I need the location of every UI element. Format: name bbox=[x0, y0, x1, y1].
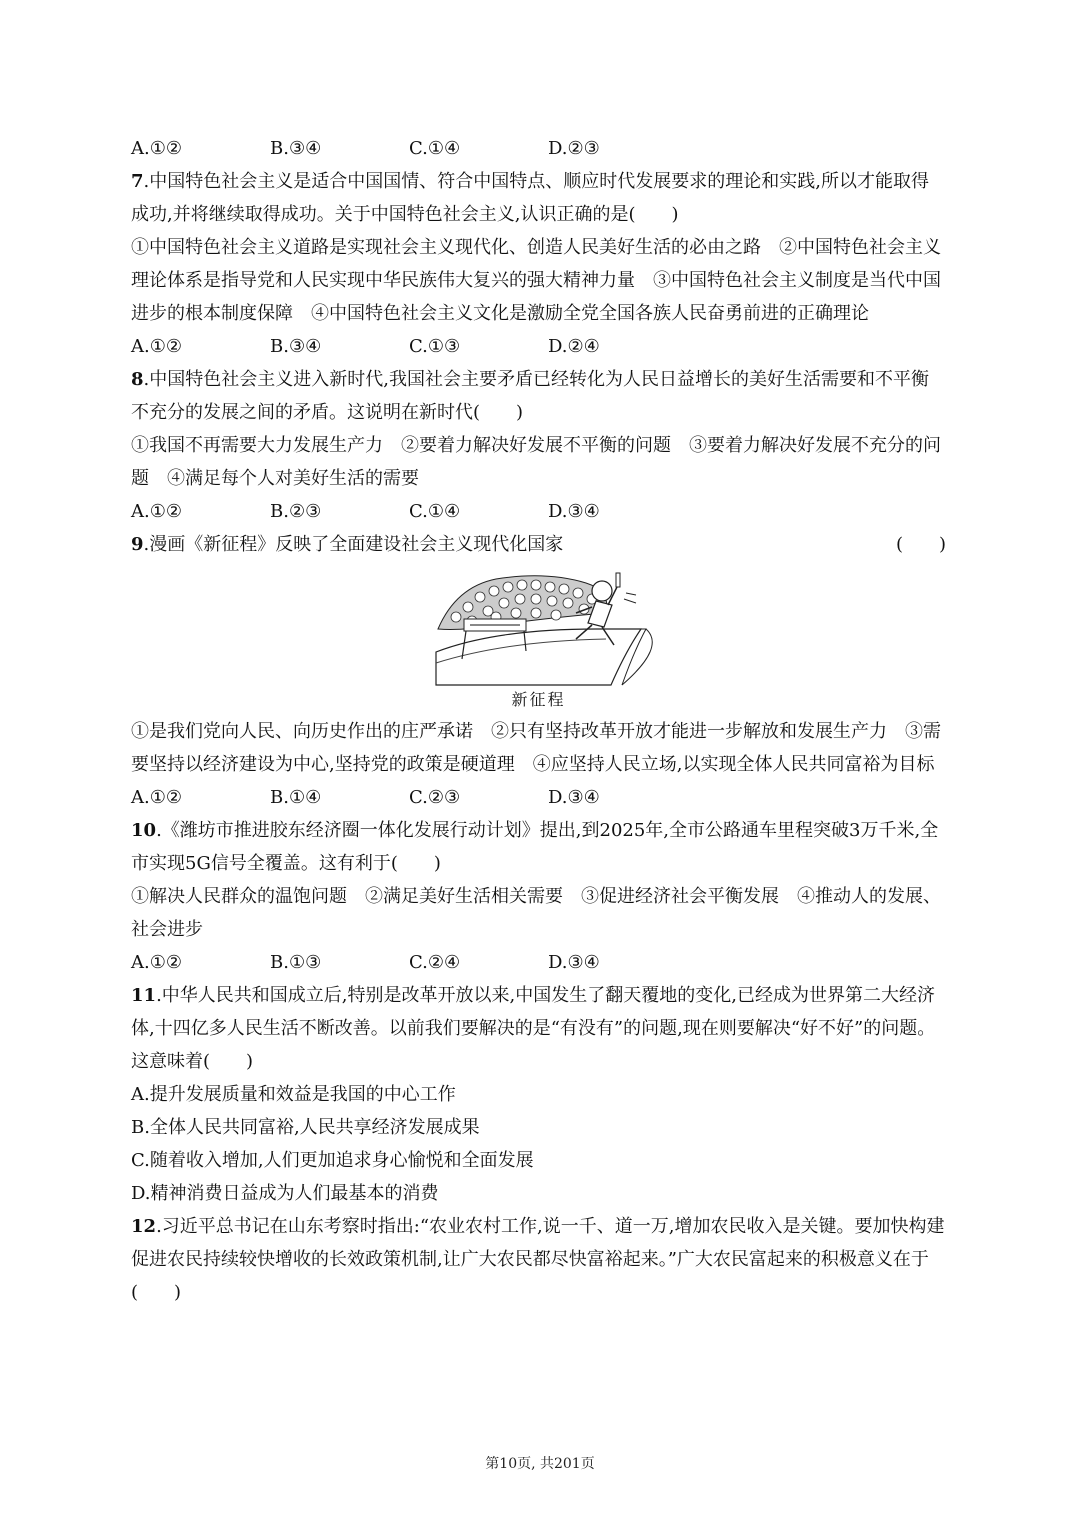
q6-option-b: B.③④ bbox=[270, 138, 322, 159]
q12-number: 12 bbox=[131, 1216, 157, 1237]
q11-number: 11 bbox=[131, 985, 157, 1006]
q9-answer-bracket: ( ) bbox=[895, 534, 946, 555]
q7-option-c: C.①③ bbox=[409, 336, 461, 357]
cartoon-image bbox=[131, 567, 946, 687]
q9-stem bbox=[131, 528, 946, 561]
q9-option-b: B.①④ bbox=[270, 787, 322, 808]
q10-option-a: A.①② bbox=[131, 952, 182, 973]
q6-options bbox=[131, 132, 946, 165]
q10-option-d: D.③④ bbox=[548, 952, 600, 973]
q8-number: 8 bbox=[131, 369, 144, 390]
q9-stem-text: .漫画《新征程》反映了全面建设社会主义现代化国家 bbox=[143, 534, 564, 555]
cartoon-illustration bbox=[131, 567, 946, 687]
q8-option-c: C.①④ bbox=[409, 501, 461, 522]
q10-number: 10 bbox=[131, 820, 157, 841]
q10-option-c: C.②④ bbox=[409, 952, 461, 973]
q11-choice-c: C.随着收入增加,人们更加追求身心愉悦和全面发展 bbox=[131, 1150, 534, 1171]
question-content bbox=[131, 132, 946, 1309]
q9-option-c: C.②③ bbox=[409, 787, 461, 808]
cartoon-caption: 新征程 bbox=[511, 690, 566, 709]
q7-option-b: B.③④ bbox=[270, 336, 322, 357]
q11-choice-b: B.全体人民共同富裕,人民共享经济发展成果 bbox=[131, 1117, 480, 1138]
q8-options bbox=[131, 495, 946, 528]
q8-option-d: D.③④ bbox=[548, 501, 600, 522]
q7-stem bbox=[131, 165, 946, 231]
q8-option-b: B.②③ bbox=[270, 501, 322, 522]
q7-number: 7 bbox=[131, 171, 144, 192]
q10-statements: ①解决人民群众的温饱问题 ②满足美好生活相关需要 ③促进经济社会平衡发展 ④推动人的发展、社会进步 bbox=[131, 886, 941, 940]
q12-stem-text: .习近平总书记在山东考察时指出:“农业农村工作,说一千、道一万,增加农民收入是关键。要加快构建促进农民持续较快增收的长效政策机制,让广大农民都尽快富裕起来。”广大农民富起来的积极意义在于( ) bbox=[131, 1216, 945, 1303]
q11-stem bbox=[131, 979, 946, 1078]
q7-stem-text: .中国特色社会主义是适合中国国情、符合中国特点、顺应时代发展要求的理论和实践,所以才能取得成功,并将继续取得成功。关于中国特色社会主义,认识正确的是( ) bbox=[131, 171, 929, 225]
q7-statements: ①中国特色社会主义道路是实现社会主义现代化、创造人民美好生活的必由之路 ②中国特色社会主义理论体系是指导党和人民实现中华民族伟大复兴的强大精神力量 ③中国特色社会主义制度是当代中国进步的根本制度保障 ④中国特色社会主义文化是激励全党全国各族人民奋勇前进的正确理论 bbox=[131, 237, 941, 324]
q8-stem bbox=[131, 363, 946, 429]
q8-statements: ①我国不再需要大力发展生产力 ②要着力解决好发展不平衡的问题 ③要着力解决好发展不充分的问题 ④满足每个人对美好生活的需要 bbox=[131, 435, 941, 489]
q6-option-d: D.②③ bbox=[548, 138, 600, 159]
q6-option-c: C.①④ bbox=[409, 138, 461, 159]
q11-stem-text: .中华人民共和国成立后,特别是改革开放以来,中国发生了翻天覆地的变化,已经成为世界第二大经济体,十四亿多人民生活不断改善。以前我们要解决的是“有没有”的问题,现在则要解决“好不好”的问题。这意味着( ) bbox=[131, 985, 936, 1072]
q9-number: 9 bbox=[131, 534, 144, 555]
q11-choice-a: A.提升发展质量和效益是我国的中心工作 bbox=[131, 1084, 456, 1105]
q10-stem-text: .《潍坊市推进胶东经济圈一体化发展行动计划》提出,到2025年,全市公路通车里程突破3万千米,全市实现5G信号全覆盖。这有利于( ) bbox=[131, 820, 939, 874]
q10-option-b: B.①③ bbox=[270, 952, 322, 973]
q9-option-a: A.①② bbox=[131, 787, 182, 808]
page-footer: 第10页, 共201页 bbox=[485, 1456, 595, 1472]
q9-statements: ①是我们党向人民、向历史作出的庄严承诺 ②只有坚持改革开放才能进一步解放和发展生产力 ③需要坚持以经济建设为中心,坚持党的政策是硬道理 ④应坚持人民立场,以实现全体人民共同富裕为目标 bbox=[131, 721, 941, 775]
q8-option-a: A.①② bbox=[131, 501, 182, 522]
q8-stem-text: .中国特色社会主义进入新时代,我国社会主要矛盾已经转化为人民日益增长的美好生活需要和不平衡不充分的发展之间的矛盾。这说明在新时代( ) bbox=[131, 369, 929, 423]
q9-options bbox=[131, 781, 946, 814]
q7-option-a: A.①② bbox=[131, 336, 182, 357]
q6-option-a: A.①② bbox=[131, 138, 182, 159]
q7-options bbox=[131, 330, 946, 363]
q10-options bbox=[131, 946, 946, 979]
q9-option-d: D.③④ bbox=[548, 787, 600, 808]
q10-stem bbox=[131, 814, 946, 880]
q12-stem bbox=[131, 1210, 946, 1309]
q11-choice-d: D.精神消费日益成为人们最基本的消费 bbox=[131, 1183, 439, 1204]
q7-option-d: D.②④ bbox=[548, 336, 600, 357]
